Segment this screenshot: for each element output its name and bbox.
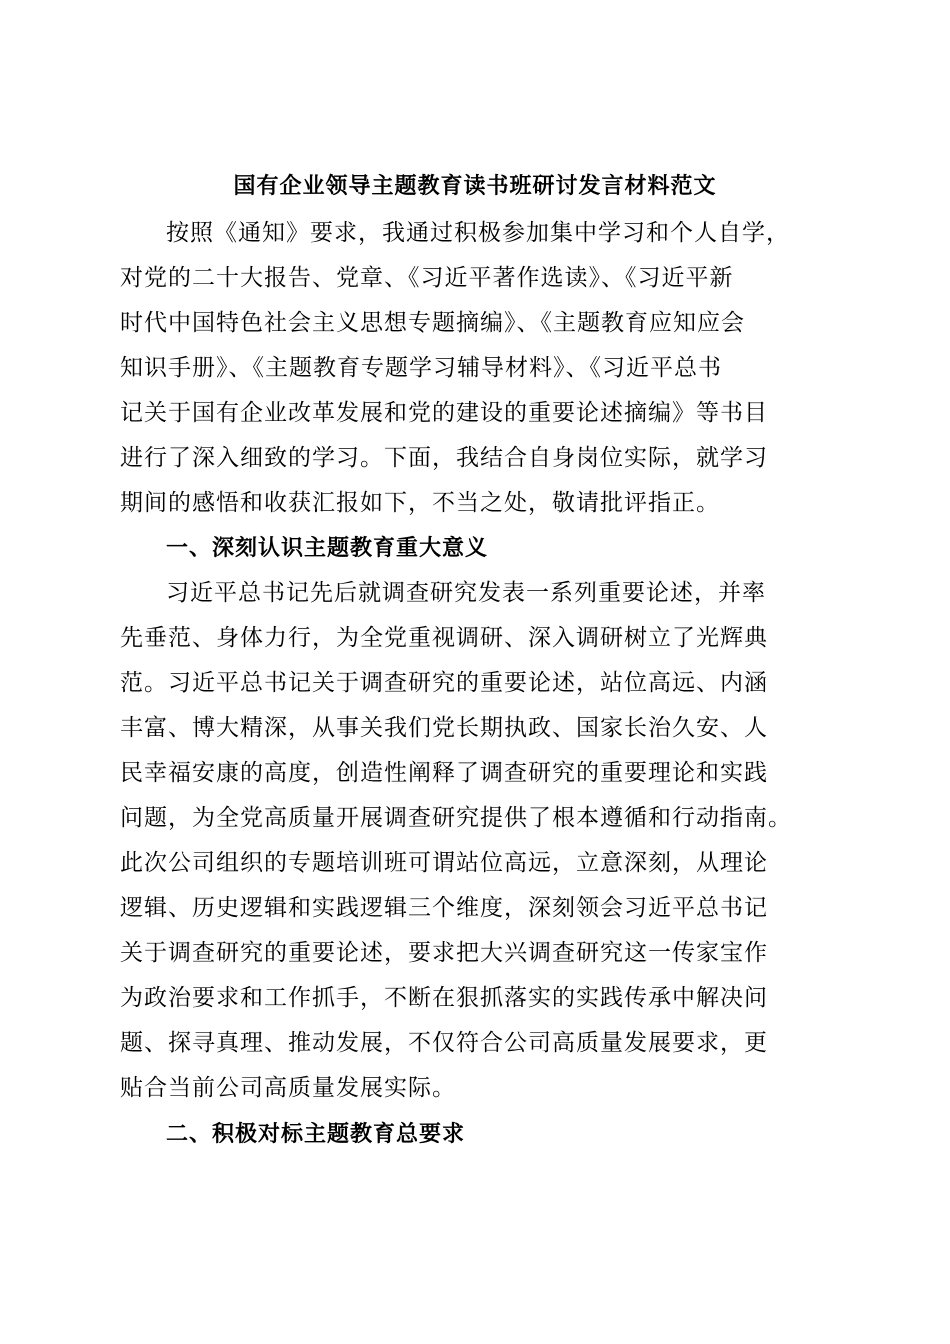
intro-line: 记关于国有企业改革发展和党的建设的重要论述摘编》等书目 xyxy=(120,400,768,426)
intro-line: 按照《通知》要求，我通过积极参加集中学习和个人自学， xyxy=(166,220,790,246)
section1-line: 先垂范、身体力行，为全党重视调研、深入调研树立了光辉典 xyxy=(120,625,768,651)
section1-line: 题、探寻真理、推动发展，不仅符合公司高质量发展要求，更 xyxy=(120,1030,768,1056)
section1-line: 民幸福安康的高度，创造性阐释了调查研究的重要理论和实践 xyxy=(120,760,768,786)
section1-line: 为政治要求和工作抓手，不断在狠抓落实的实践传承中解决问 xyxy=(120,985,768,1011)
document-title: 国有企业领导主题教育读书班研讨发言材料范文 xyxy=(233,173,717,199)
section-heading-2: 二、积极对标主题教育总要求 xyxy=(166,1122,466,1147)
section1-line: 范。习近平总书记关于调查研究的重要论述，站位高远、内涵 xyxy=(120,670,768,696)
section1-line: 此次公司组织的专题培训班可谓站位高远，立意深刻，从理论 xyxy=(120,850,768,876)
section1-line: 问题，为全党高质量开展调查研究提供了根本遵循和行动指南。 xyxy=(120,805,792,831)
section1-line: 丰富、博大精深，从事关我们党长期执政、国家长治久安、人 xyxy=(120,715,768,741)
section1-line: 逻辑、历史逻辑和实践逻辑三个维度，深刻领会习近平总书记 xyxy=(120,895,768,921)
intro-line: 对党的二十大报告、党章、《习近平著作选读》、《习近平新 xyxy=(120,265,734,291)
section1-line: 贴合当前公司高质量发展实际。 xyxy=(120,1075,456,1101)
intro-line: 知识手册》、《主题教育专题学习辅导材料》、《习近平总书 xyxy=(120,355,722,381)
section1-line: 关于调查研究的重要论述，要求把大兴调查研究这一传家宝作 xyxy=(120,940,768,966)
section-heading-1: 一、深刻认识主题教育重大意义 xyxy=(166,536,489,561)
intro-line: 进行了深入细致的学习。下面，我结合自身岗位实际，就学习 xyxy=(120,445,768,471)
section1-line: 习近平总书记先后就调查研究发表一系列重要论述，并率 xyxy=(166,580,766,606)
intro-line: 时代中国特色社会主义思想专题摘编》、《主题教育应知应会 xyxy=(120,310,745,336)
intro-line: 期间的感悟和收获汇报如下，不当之处，敬请批评指正。 xyxy=(120,490,720,516)
